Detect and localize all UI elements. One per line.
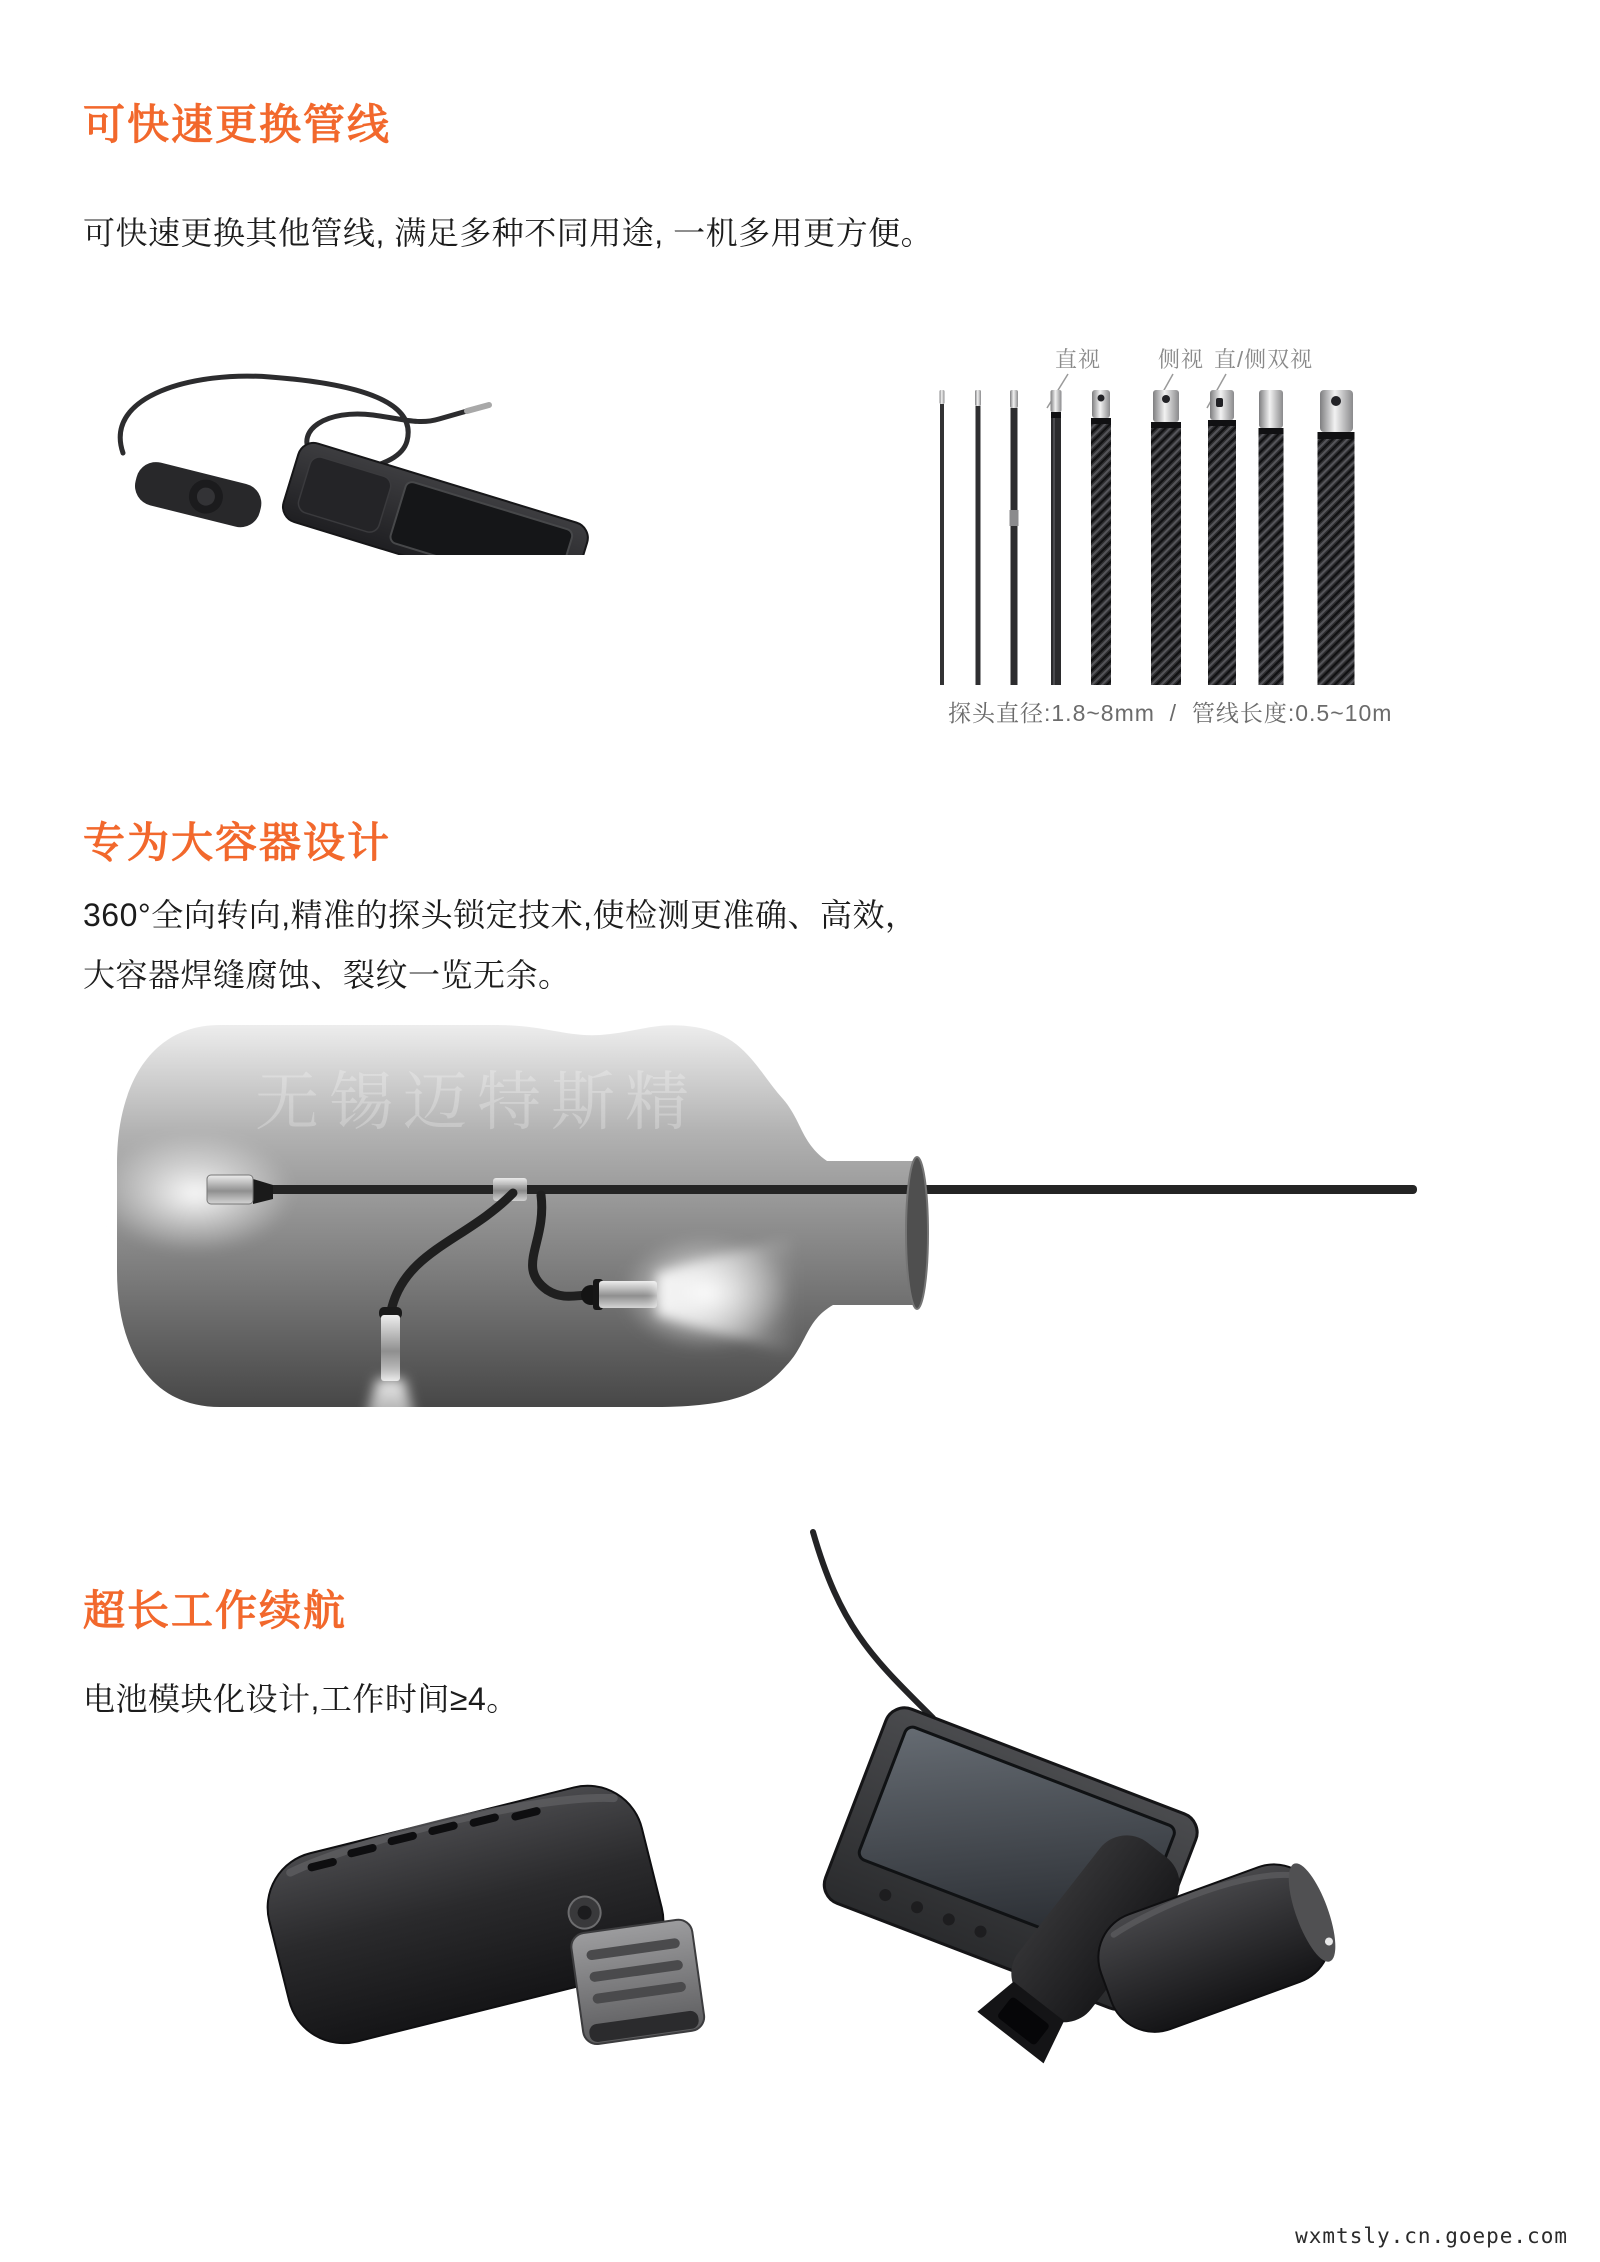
endoscope-photo	[85, 355, 605, 555]
battery-module-photo	[250, 1740, 730, 2120]
probe-2	[975, 390, 981, 685]
rod-camera-tip	[207, 1175, 253, 1204]
probe-5	[1091, 390, 1111, 685]
probe-tubes-illustration	[930, 390, 1410, 685]
probe-tip-right	[599, 1281, 657, 1308]
probe-1	[940, 390, 945, 685]
section-body-quick-change: 可快速更换其他管线, 满足多种不同用途, 一机多用更方便。	[83, 215, 934, 251]
insertion-rod	[245, 1185, 1417, 1194]
section-title-battery: 超长工作续航	[83, 1587, 348, 1634]
label-direct-view: 直视	[1055, 347, 1102, 372]
section-body-line1: 360°全向转向,精准的探头锁定技术,使检测更准确、高效，	[83, 897, 918, 933]
probe-9	[1318, 390, 1355, 685]
battery-module-photo-small	[1075, 1815, 1355, 2085]
label-dual-view: 直/侧双视	[1214, 347, 1314, 372]
label-side-view: 侧视	[1158, 347, 1205, 372]
probe-spec-caption: 探头直径:1.8~8mm / 管线长度:0.5~10m	[948, 700, 1393, 726]
section-title-large-vessel: 专为大容器设计	[83, 819, 392, 866]
probe-tubes-figure	[930, 330, 1410, 750]
section-title-quick-change: 可快速更换管线	[83, 101, 392, 148]
battery-connector	[570, 1918, 706, 2046]
watermark-text: 无锡迈特斯精	[255, 1066, 699, 1138]
probe-6	[1151, 390, 1181, 685]
probe-tip-down	[381, 1315, 400, 1381]
probe-3	[1010, 390, 1019, 685]
pistol-grip	[131, 458, 266, 532]
vessel-illustration	[95, 1015, 1465, 1475]
probe-4	[1051, 390, 1062, 685]
footer-url: wxmtsly.cn.goepe.com	[1295, 2224, 1568, 2248]
section-body-line2: 大容器焊缝腐蚀、裂纹一览无余。	[83, 957, 571, 993]
section-body-battery: 电池模块化设计,工作时间≥4。	[83, 1681, 519, 1717]
probe-7	[1208, 390, 1236, 685]
flange	[906, 1157, 928, 1309]
device-cable	[813, 1532, 933, 1718]
probe-8	[1259, 390, 1284, 685]
console-body	[257, 439, 605, 555]
